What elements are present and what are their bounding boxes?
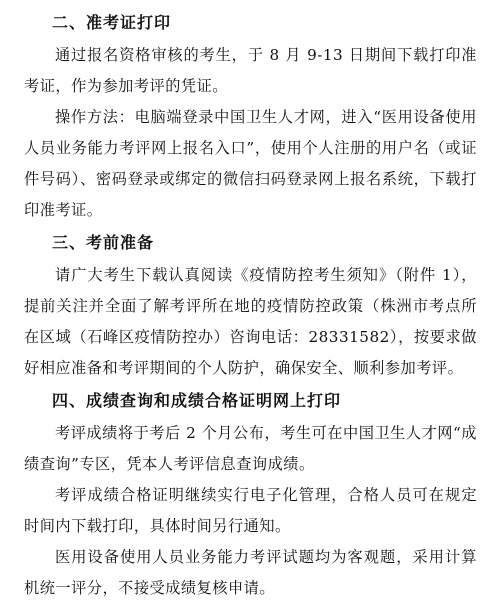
paragraph-scoring-method: 医用设备使用人员业务能力考评试题均为客观题，采用计算机统一评分，不接受成绩复核申请。 [24, 548, 477, 597]
section-heading-preparation: 三、考前准备 [52, 233, 155, 252]
section-heading-admission-ticket: 二、准考证打印 [52, 13, 172, 32]
paragraph-admission-ticket-period: 通过报名资格审核的考生，于 8 月 9-13 日期间下载打印准考证，作为参加考评的凭证。 [24, 46, 477, 95]
section-heading-score-query: 四、成绩查询和成绩合格证明网上打印 [52, 391, 342, 410]
paragraph-certificate: 考评成绩合格证明继续实行电子化管理，合格人员可在规定时间内下载打印，具体时间另行通知。 [24, 486, 477, 535]
paragraph-score-release: 考评成绩将于考后 2 个月公布，考生可在中国卫生人才网“成绩查询”专区，凭本人考评信息查询成绩。 [24, 424, 477, 473]
paragraph-preparation: 请广大考生下载认真阅读《疫情防控考生须知》（附件 1），提前关注并全面了解考评所在地的疫情防控政策（株洲市考点所在区域（石峰区疫情防控办）咨询电话：28331582），按要求做好相应准备和考评期间的个人防护，确保安全、顺利参加考评。 [24, 266, 477, 377]
paragraph-admission-ticket-method: 操作方法：电脑端登录中国卫生人才网，进入“医用设备使用人员业务能力考评网上报名入口”，使用个人注册的用户名（或证件号码）、密码登录或绑定的微信扫码登录网上报名系统，下载打印准考证。 [24, 108, 477, 219]
